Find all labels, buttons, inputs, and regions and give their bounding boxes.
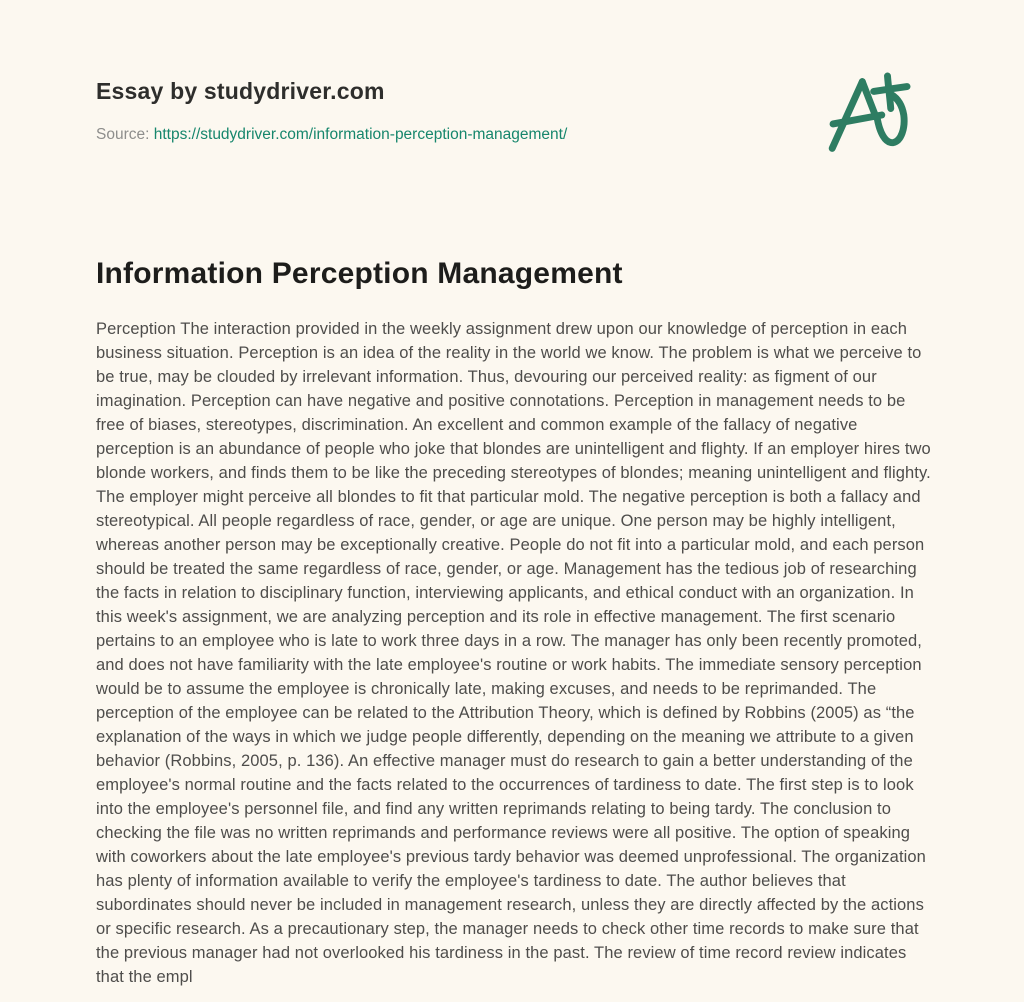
- source-link[interactable]: https://studydriver.com/information-perception-management/: [153, 126, 568, 143]
- studydriver-a-plus-logo-icon: [820, 60, 942, 170]
- source-line: [96, 126, 928, 144]
- essay-body-text: Perception The interaction provided in the weekly assignment drew upon our knowledge of perception in each business situation. Perception is an idea of the reality in the world we know. The problem is what we perceive to be true, may be clouded by irrelevant information. Thus, devouring our perceived reality: as figment of our imagination. Perception can have negative and positive connotations. Perception in management needs to be free of biases, stereotypes, discrimination. An excellent and common example of the fallacy of negative perception is an abundance of people who joke that blondes are unintelligent and flighty. If an employer hires two blonde workers, and finds them to be like the preceding stereotypes of blondes; meaning unintelligent and flighty. The employer might perceive all blondes to fit that particular mold. The negative perception is both a fallacy and stereotypical. All people regardless of race, gender, or age are unique. One person may be highly intelligent, whereas another person may be exceptionally creative. People do not fit into a particular mold, and each person should be treated the same regardless of race, gender, or age. Management has the tedious job of researching the facts in relation to disciplinary function, interviewing applicants, and ethical conduct with an organization. In this week's assignment, we are analyzing perception and its role in effective management. The first scenario pertains to an employee who is late to work three days in a row. The manager has only been recently promoted, and does not have familiarity with the late employee's routine or work habits. The immediate sensory perception would be to assume the employee is chronically late, making excuses, and needs to be reprimanded. The perception of the employee can be related to the Attribution Theory, which is defined by Robbins (2005) as “the explanation of the ways in which we judge people differently, depending on the meaning we attribute to a given behavior (Robbins, 2005, p. 136). An effective manager must do research to gain a better understanding of the employee's normal routine and the facts related to the occurrences of tardiness to date. The first step is to look into the employee's personnel file, and find any written reprimands relating to being tardy. The conclusion to checking the file was no written reprimands and performance reviews were all positive. The option of speaking with coworkers about the late employee's previous tardy behavior was deemed unprofessional. The organization has plenty of information available to verify the employee's tardiness to date. The author believes that subordinates should never be included in management research, unless they are directly affected by the actions or specific research. As a precautionary step, the manager needs to check other time records to make sure that the previous manager had not overlooked his tardiness in the past. The review of time record review indicates that the empl: [96, 320, 931, 986]
- essay-byline-title: Essay by studydriver.com: [96, 78, 385, 104]
- source-label: Source:: [96, 126, 150, 143]
- article-title: Information Perception Management: [96, 257, 623, 290]
